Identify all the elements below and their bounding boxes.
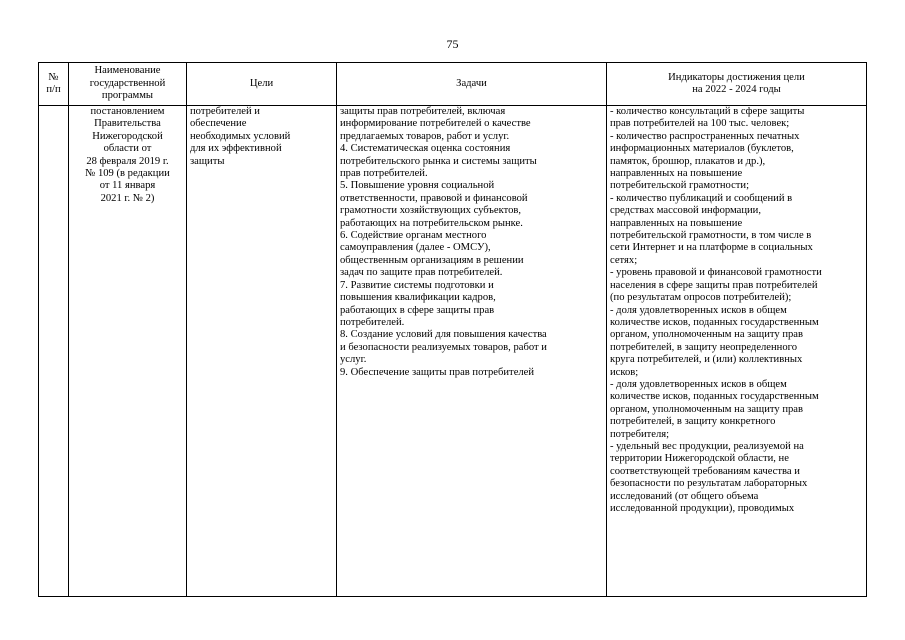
- text-line: государственной: [89, 77, 166, 89]
- header-num-lines: [41, 72, 66, 97]
- header-indicators: [607, 63, 867, 106]
- text-line: защиты прав потребителей, включая: [340, 106, 506, 117]
- header-goals-lines: [189, 78, 334, 90]
- text-line: сети Интернет и на платформе в социальных: [610, 242, 813, 254]
- text-line: 9. Обеспечение защиты прав потребителей: [340, 366, 535, 378]
- text-line: ответственности, правовой и финансовой: [340, 192, 528, 204]
- text-line: защиты: [190, 155, 225, 167]
- goals-lines: [190, 106, 333, 168]
- text-line: направленных на повышение: [610, 168, 743, 180]
- table-header-row: [39, 63, 867, 106]
- header-goals: [187, 63, 337, 106]
- cell-goals: [187, 106, 337, 597]
- table-row: [39, 106, 867, 597]
- text-line: органом, уполномоченным на защиту прав: [610, 403, 803, 415]
- text-line: органом, уполномоченным на защиту прав: [610, 329, 803, 341]
- text-line: потребительской грамотности, в том числе в: [610, 230, 812, 242]
- cell-indicators: [607, 106, 867, 597]
- text-line: услуг.: [340, 354, 367, 366]
- text-line: соответствующей требованиям качества и: [610, 465, 800, 477]
- text-line: количестве исков, поданных государственным: [610, 316, 819, 328]
- text-line: потребителей, в защиту неопределенного: [610, 341, 798, 353]
- text-line: потребителей, в защиту конкретного: [610, 416, 776, 428]
- text-line: 7. Развитие системы подготовки и: [340, 279, 494, 291]
- text-line: предлагаемых товаров, работ и услуг.: [340, 130, 510, 142]
- text-line: № 109 (в редакции: [85, 168, 170, 180]
- page-number: 75: [446, 37, 459, 51]
- text-line: повышения квалификации кадров,: [340, 292, 496, 304]
- text-line: потребительской грамотности;: [610, 180, 750, 192]
- text-line: направленных на повышение: [610, 217, 743, 229]
- text-line: общественным организациям в решении: [340, 254, 524, 266]
- text-line: прав потребителей.: [340, 168, 428, 180]
- header-tasks-lines: [339, 78, 604, 90]
- text-line: Наименование: [94, 65, 161, 77]
- text-line: - доля удовлетворенных исков в общем: [610, 378, 787, 390]
- text-line: 5. Повышение уровня социальной: [340, 180, 495, 192]
- text-line: п/п: [46, 84, 61, 95]
- text-line: 2021 г. № 2): [100, 192, 155, 204]
- text-line: Правительства: [94, 118, 161, 130]
- text-line: потребителей и: [190, 106, 260, 117]
- text-line: Нижегородской: [92, 130, 163, 142]
- text-line: памяток, брошюр, плакатов и др.),: [610, 155, 766, 167]
- header-num: [39, 63, 69, 106]
- cell-program: [69, 106, 187, 597]
- text-line: на 2022 - 2024 годы: [692, 84, 781, 95]
- tasks-lines: [340, 106, 603, 379]
- text-line: области от: [103, 143, 152, 155]
- text-line: средствах массовой информации,: [610, 205, 761, 217]
- text-line: обеспечение: [190, 118, 247, 130]
- indicators-lines: [610, 106, 863, 515]
- text-line: 8. Создание условий для повышения качества: [340, 329, 547, 341]
- text-line: - уровень правовой и финансовой грамотности: [610, 267, 822, 279]
- text-line: - количество консультаций в сфере защиты: [610, 106, 805, 117]
- text-line: 4. Систематическая оценка состояния: [340, 143, 511, 155]
- text-line: грамотности хозяйствующих субъектов,: [340, 205, 522, 217]
- text-line: потребительского рынка и системы защиты: [340, 155, 537, 167]
- header-program: [69, 63, 187, 106]
- text-line: от 11 января: [99, 180, 156, 192]
- text-line: работающих в сфере защиты прав: [340, 304, 495, 316]
- text-line: - количество публикаций и сообщений в: [610, 192, 793, 204]
- text-line: самоуправления (далее - ОМСУ),: [340, 242, 491, 254]
- text-line: - удельный вес продукции, реализуемой на: [610, 440, 804, 452]
- text-line: - количество распространенных печатных: [610, 130, 800, 142]
- text-line: Цели: [249, 77, 274, 89]
- text-line: 6. Содействие органам местного: [340, 230, 487, 242]
- text-line: информирование потребителей о качестве: [340, 118, 531, 130]
- text-line: необходимых условий: [190, 130, 291, 142]
- header-tasks: [337, 63, 607, 106]
- text-line: исследованной продукции), проводимых: [610, 503, 795, 514]
- header-indicators-lines: [609, 72, 864, 97]
- text-line: безопасности по результатам лабораторных: [610, 478, 808, 490]
- header-program-lines: [71, 65, 184, 102]
- text-line: задач по защите прав потребителей.: [340, 267, 503, 279]
- text-line: и безопасности реализуемых товаров, работ и: [340, 341, 547, 353]
- program-table: [38, 62, 867, 597]
- text-line: информационных материалов (буклетов,: [610, 143, 794, 155]
- text-line: постановлением: [90, 106, 165, 117]
- text-line: исследований (от общего объема: [610, 490, 759, 502]
- text-line: потребителей.: [340, 316, 405, 328]
- text-line: 28 февраля 2019 г.: [86, 155, 169, 167]
- cell-num: [39, 106, 69, 597]
- text-line: территории Нижегородской области, не: [610, 453, 789, 465]
- text-line: для их эффективной: [190, 143, 282, 155]
- text-line: - доля удовлетворенных исков в общем: [610, 304, 787, 316]
- text-line: населения в сфере защиты прав потребителей: [610, 279, 818, 291]
- text-line: работающих на потребительском рынке.: [340, 217, 523, 229]
- text-line: прав потребителей на 100 тыс. человек;: [610, 118, 790, 130]
- text-line: количестве исков, поданных государственным: [610, 391, 819, 403]
- program-lines: [72, 106, 183, 205]
- text-line: №: [48, 71, 59, 83]
- text-line: (по результатам опросов потребителей);: [610, 292, 792, 304]
- text-line: Задачи: [456, 77, 487, 89]
- text-line: потребителя;: [610, 428, 670, 440]
- text-line: Индикаторы достижения цели: [668, 71, 805, 83]
- cell-tasks: [337, 106, 607, 597]
- text-line: программы: [101, 90, 154, 102]
- text-line: сетях;: [610, 254, 638, 266]
- text-line: круга потребителей, и (или) коллективных: [610, 354, 803, 366]
- text-line: исков;: [610, 366, 639, 378]
